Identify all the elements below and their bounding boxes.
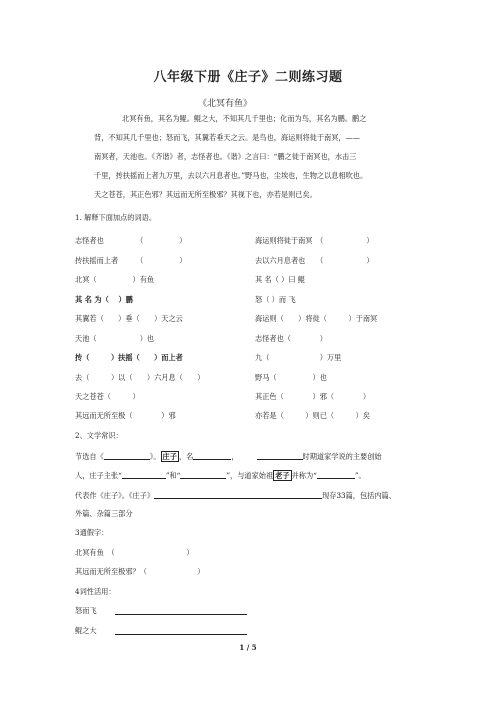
- q2-line-4: 外篇、杂篇三部分: [75, 509, 133, 518]
- q2-text: 并称为“: [291, 471, 317, 480]
- blank-field[interactable]: [193, 451, 231, 460]
- passage-title: 《北冥有鱼》: [198, 99, 253, 109]
- q1-heading: 1. 解释下面加点的词语。: [75, 213, 157, 222]
- page-number: 1 / 5: [239, 643, 257, 652]
- q1-item: 海运则将徙于南冥 （ ）: [255, 236, 374, 245]
- zhuangzi-highlight: 庄子: [162, 452, 177, 461]
- passage-line: 南冥者，天池也。《齐谐》者，志怪者也。《谐》之言曰：“鹏之徙于南冥也，水击三: [94, 152, 357, 161]
- q2-text: 时期道家学说的主要创始: [302, 452, 382, 461]
- q2-text: 代表作《庄子》。《庄子》: [75, 491, 155, 500]
- q2-line-3: [75, 490, 396, 501]
- laozi-highlight: 老子: [275, 471, 290, 480]
- q1-item: 北冥（ ）有鱼: [75, 275, 155, 284]
- q1-item: 去（ ）以（ ）六月息（ ）: [75, 373, 205, 382]
- q1-item: 抟（ ）扶摇（ ）而上者: [75, 353, 183, 362]
- q4-item: 怒而飞: [75, 606, 97, 615]
- blank-field[interactable]: [180, 470, 226, 479]
- q1-item: 其翼若（ ）垂（ ）天之云: [75, 314, 183, 323]
- q1-item: 其正色（ ）邪（ ）: [255, 392, 371, 401]
- q1-item: 怒（ ）而 飞: [255, 295, 296, 304]
- q1-item: 其 名（ ）曰 鲲: [255, 275, 305, 284]
- q2-line-1: [75, 451, 382, 462]
- passage-line: 天之苍苍，其正色邪？其远而无所至极邪？其视下也，亦若是则已矣。: [94, 190, 317, 199]
- q1-item: 志怪者也 （ ）: [75, 236, 187, 245]
- q3-item: 其远而无所至极邪？（ ）: [75, 567, 205, 576]
- answer-line[interactable]: [115, 614, 247, 615]
- blank-field[interactable]: [317, 470, 355, 479]
- q2-text: ，: [231, 452, 239, 461]
- q3-item: 北冥有鱼 （ ）: [75, 548, 194, 557]
- q3-heading: 3通假字：: [75, 528, 109, 537]
- q1-item: 其远而无所至极（ ）邪: [75, 411, 176, 420]
- q2-text: 》。: [149, 452, 161, 461]
- passage-line: 千里，抟扶摇而上者九万里，去以六月息者也。”野马也，尘埃也，生物之以息相吹也。: [94, 171, 368, 180]
- q2-text: ”，与道家始祖: [226, 471, 274, 480]
- answer-line[interactable]: [115, 634, 247, 635]
- q1-item: 九（ ）万里: [255, 353, 342, 362]
- passage-line: 背，不知其几千里也；怒而飞，其翼若垂天之云。是鸟也，海运则将徙于南冥，——: [94, 133, 360, 142]
- q4-heading: 4词性活用：: [75, 587, 116, 596]
- q4-item: 鲲之大: [75, 626, 97, 635]
- q1-item: 海运则（ ）将徙（ ）于南冥: [255, 314, 378, 323]
- blank-field[interactable]: [104, 451, 150, 460]
- q2-text: ，名: [178, 452, 194, 461]
- q2-text: 现存33篇，包括内篇、: [322, 491, 396, 500]
- q2-line-2: [75, 470, 366, 481]
- q2-text: ”。: [354, 471, 366, 480]
- blank-field[interactable]: [257, 451, 303, 460]
- blank-field[interactable]: [154, 490, 322, 499]
- q2-text: 节选自《: [75, 452, 104, 461]
- blank-field[interactable]: [122, 470, 166, 479]
- q1-item: 志怪者也（ ）: [255, 334, 327, 343]
- q2-text: ”和“: [165, 471, 181, 480]
- q1-item: 其 名 为（ ）鹏: [75, 295, 133, 304]
- q1-item: 天之苍苍（ ）: [75, 392, 140, 401]
- q1-item: 天池（ ）也: [75, 334, 155, 343]
- q1-item: 去以六月息者也 （ ）: [255, 256, 374, 265]
- q1-item: 亦若是（ ）则已（ ）矣: [255, 411, 371, 420]
- q1-item: 野马（ ）也: [255, 373, 327, 382]
- q2-heading: 2、文学常识：: [75, 431, 123, 440]
- q1-item: 抟扶摇而上者 （ ）: [75, 256, 187, 265]
- page-title: 八年级下册《庄子》二则练习题: [153, 70, 343, 85]
- q2-text: 人，庄子主张“: [75, 471, 122, 480]
- passage-line: 北冥有鱼，其名为鲲。鲲之大，不知其几千里也；化而为鸟，其名为鹏。鹏之: [122, 114, 367, 123]
